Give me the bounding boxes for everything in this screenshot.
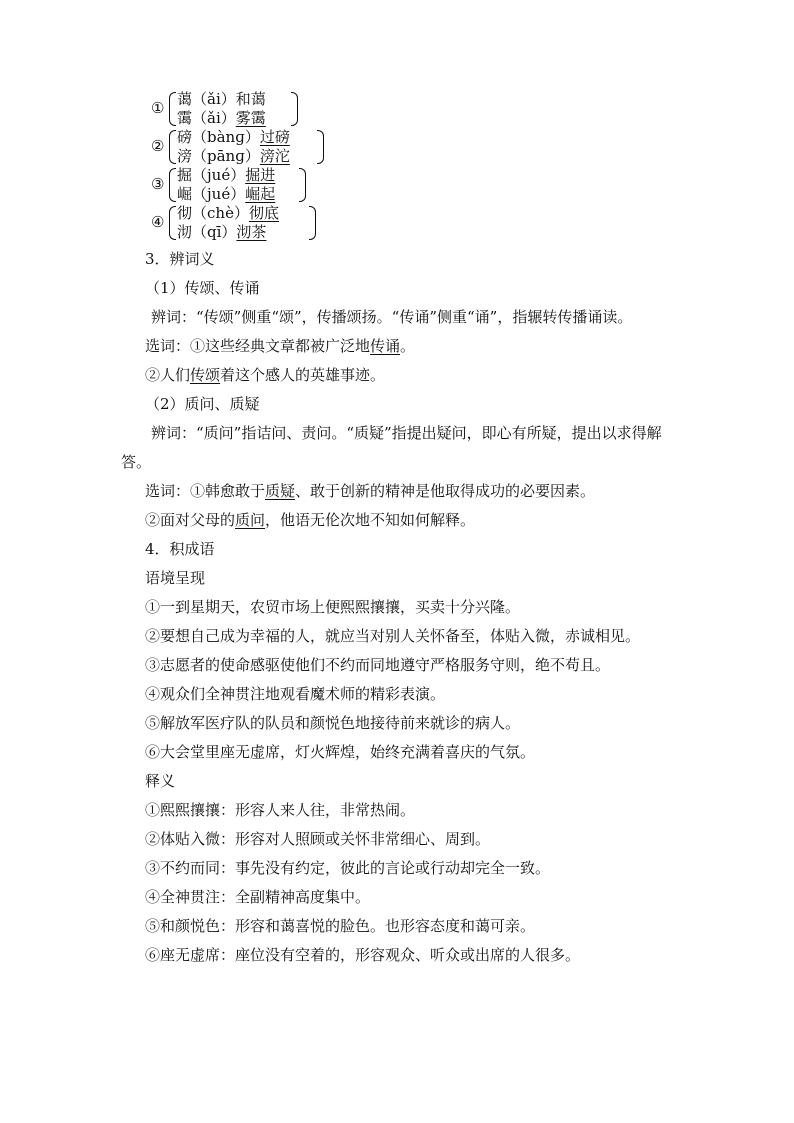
group-number: ② xyxy=(151,137,165,155)
left-brace xyxy=(169,130,176,164)
context-sentence: ⑤解放军医疗队的队员和颜悦色地接待前来就诊的病人。 xyxy=(145,714,521,732)
right-brace xyxy=(291,92,298,126)
example-word: 和蔼 xyxy=(235,90,266,108)
underlined-word: 传诵 xyxy=(370,337,401,355)
selection-text: ②人们 xyxy=(145,366,191,384)
pinyin: （jué） xyxy=(192,185,246,203)
example-word: 过磅 xyxy=(259,128,290,146)
group-number: ① xyxy=(151,99,165,117)
right-brace xyxy=(309,206,316,240)
underlined-word: 质问 xyxy=(235,511,266,529)
context-sentence: ③志愿者的使命感驱使他们不约而同地遵守严格服务守则，绝不苟且。 xyxy=(145,656,611,674)
pinyin: （bànɡ） xyxy=(192,128,260,146)
idiom-meaning: ①熙熙攘攘：形容人来人往，非常热闹。 xyxy=(145,801,416,819)
character: 崛 xyxy=(177,185,193,203)
selection-text: 着这个感人的英雄事迹。 xyxy=(220,366,386,384)
word-selection xyxy=(121,332,681,361)
word-selection xyxy=(121,477,681,506)
pronunciation-line xyxy=(177,109,266,128)
pinyin: （jué） xyxy=(192,166,246,184)
pronunciation-group-3 xyxy=(151,166,681,204)
example-word: 彻底 xyxy=(248,204,279,222)
section-heading: 4．积成语 xyxy=(145,540,215,558)
selection-text: 、敢于创新的精神是他取得成功的必要因素。 xyxy=(295,482,596,500)
context-heading: 语境呈现 xyxy=(145,569,206,587)
word-explanation: 辨词：“传颂”侧重“颂”，传播颂扬。“传诵”侧重“诵”，指辗转传播诵读。 xyxy=(151,308,633,326)
selection-text: ②面对父母的 xyxy=(145,511,236,529)
left-brace xyxy=(169,168,176,202)
word-explanation: 辨词：“质问”指诘问、责问。“质疑”指提出疑问，即心有所疑，提出以求得解答。 xyxy=(121,424,662,471)
pronunciation-group-2 xyxy=(151,128,681,166)
left-brace xyxy=(169,206,176,240)
selection-text: 选词：①韩愈敢于 xyxy=(145,482,266,500)
pronunciation-line xyxy=(177,147,290,166)
subsection-title: （2）质问、质疑 xyxy=(145,395,260,413)
selection-text: ，他语无伦次地不知如何解释。 xyxy=(265,511,476,529)
example-word: 崛起 xyxy=(245,185,276,203)
group-number: ④ xyxy=(151,213,165,231)
context-sentence: ①一到星期天，农贸市场上便熙熙攘攘，买卖十分兴隆。 xyxy=(145,598,521,616)
selection-text: 选词：①这些经典文章都被广泛地 xyxy=(145,337,371,355)
character: 磅 xyxy=(177,128,193,146)
pronunciation-line xyxy=(177,166,275,185)
idiom-meaning: ⑥座无虚席：座位没有空着的，形容观众、听众或出席的人很多。 xyxy=(145,946,581,964)
character: 彻 xyxy=(177,204,193,222)
pronunciation-line xyxy=(177,204,279,223)
idiom-meaning: ②体贴入微：形容对人照顾或关怀非常细心、周到。 xyxy=(145,830,491,848)
example-word: 雾霭 xyxy=(235,109,266,127)
character: 滂 xyxy=(177,147,193,165)
right-brace xyxy=(299,168,306,202)
example-word: 掘进 xyxy=(245,166,276,184)
pinyin: （chè） xyxy=(192,204,249,222)
idiom-meaning: ⑤和颜悦色：形容和蔼喜悦的脸色。也形容态度和蔼可亲。 xyxy=(145,917,536,935)
example-word: 滂沱 xyxy=(259,147,290,165)
left-brace xyxy=(169,92,176,126)
character: 掘 xyxy=(177,166,193,184)
pinyin: （ǎi） xyxy=(192,109,236,127)
underlined-word: 传颂 xyxy=(190,366,221,384)
character: 霭 xyxy=(177,109,193,127)
pinyin: （qī） xyxy=(192,223,237,241)
section-heading: 3．辨词义 xyxy=(145,250,215,268)
right-brace xyxy=(317,130,324,164)
context-sentence: ②要想自己成为幸福的人，就应当对别人关怀备至，体贴入微，赤诚相见。 xyxy=(145,627,641,645)
idiom-meaning: ③不约而同：事先没有约定，彼此的言论或行动却完全一致。 xyxy=(145,859,551,877)
word-selection xyxy=(121,506,681,535)
word-selection xyxy=(121,361,681,390)
pronunciation-line xyxy=(177,185,275,204)
subsection-title: （1）传颂、传诵 xyxy=(145,279,260,297)
selection-text: 。 xyxy=(400,337,416,355)
pinyin: （pānɡ） xyxy=(192,147,260,165)
pronunciation-line xyxy=(177,90,266,109)
character: 沏 xyxy=(177,223,193,241)
meaning-heading: 释义 xyxy=(145,772,176,790)
example-word: 沏茶 xyxy=(236,223,267,241)
pronunciation-line xyxy=(177,128,290,147)
pronunciation-group-4 xyxy=(151,204,681,242)
context-sentence: ④观众们全神贯注地观看魔术师的精彩表演。 xyxy=(145,685,446,703)
document-content xyxy=(121,90,681,970)
pinyin: （ǎi） xyxy=(192,90,236,108)
context-sentence: ⑥大会堂里座无虚席，灯火辉煌，始终充满着喜庆的气氛。 xyxy=(145,743,536,761)
pronunciation-line xyxy=(177,223,266,242)
group-number: ③ xyxy=(151,175,165,193)
character: 蔼 xyxy=(177,90,193,108)
underlined-word: 质疑 xyxy=(265,482,296,500)
pronunciation-group-1 xyxy=(151,90,681,128)
idiom-meaning: ④全神贯注：全副精神高度集中。 xyxy=(145,888,371,906)
